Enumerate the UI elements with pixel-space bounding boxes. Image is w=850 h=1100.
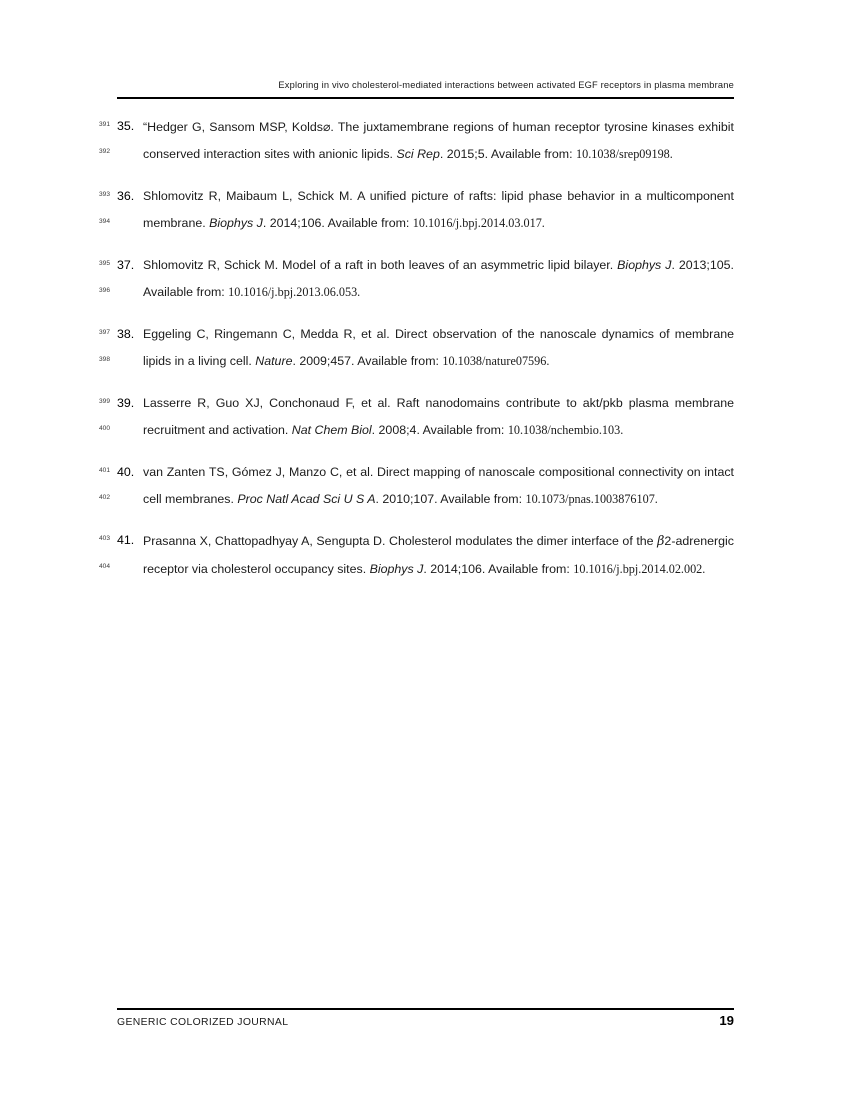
line-number: 400 bbox=[98, 424, 110, 432]
line-number: 402 bbox=[98, 493, 110, 501]
reference-text-run: 2-adrenergic receptor via cholesterol occupancy sites. bbox=[143, 534, 734, 576]
reference-entry bbox=[117, 459, 734, 513]
reference-text-run: . 2015;5. Available from: bbox=[439, 147, 576, 162]
running-header-title: Exploring in vivo cholesterol-mediated interactions between activated EGF receptors in plasma membrane bbox=[278, 80, 734, 90]
line-number: 397 bbox=[98, 328, 110, 336]
reference-entry bbox=[117, 183, 734, 237]
reference-number: 35. bbox=[117, 119, 135, 133]
line-number: 395 bbox=[98, 259, 110, 267]
reference-number: 39. bbox=[117, 395, 135, 410]
doi-text: 10.1038/nature07596. bbox=[442, 353, 550, 368]
journal-title-italic: Sci Rep bbox=[396, 147, 440, 162]
reference-entry bbox=[117, 321, 734, 375]
journal-title-italic: Nature bbox=[255, 353, 293, 368]
reference-text bbox=[117, 113, 734, 168]
reference-text bbox=[117, 252, 734, 306]
line-number: 394 bbox=[98, 218, 110, 226]
reference-text-run: Eggeling C, Ringemann C, Medda R, et al. Direct observation of the nanoscale dynamics of membrane lipids in a living cell. bbox=[143, 326, 734, 368]
journal-title-italic: Proc Natl Acad Sci U S A bbox=[237, 491, 376, 506]
reference-text-run: Prasanna X, Chattopadhyay A, Sengupta D. Cholesterol modulates the dimer interface of the bbox=[143, 534, 658, 549]
reference-text-run: . 2009;457. Available from: bbox=[292, 353, 443, 368]
reference-text-run: Lasserre R, Guo XJ, Conchonaud F, et al. Raft nanodomains contribute to akt/pkb plasma membrane recruitment and activation. bbox=[143, 395, 734, 437]
slashed-o-symbol: ⌀ bbox=[322, 119, 331, 134]
page-footer bbox=[117, 1013, 734, 1028]
journal-title-italic: Nat Chem Biol bbox=[291, 422, 372, 437]
reference-entry bbox=[117, 527, 734, 582]
reference-text-run: . 2014;106. Available from: bbox=[423, 561, 574, 576]
reference-text bbox=[117, 321, 734, 375]
reference-entry bbox=[117, 390, 734, 444]
reference-number: 38. bbox=[117, 326, 135, 341]
line-number: 393 bbox=[98, 190, 110, 198]
page-number: 19 bbox=[719, 1013, 734, 1028]
journal-name: GENERIC COLORIZED JOURNAL bbox=[117, 1017, 289, 1028]
header-divider-rule bbox=[117, 97, 734, 99]
reference-text-run: Shlomovitz R, Maibaum L, Schick M. A unified picture of rafts: lipid phase behavior in a multicomponent membrane. bbox=[143, 188, 734, 231]
line-number: 403 bbox=[98, 535, 110, 543]
footer-divider-rule bbox=[117, 1008, 734, 1010]
reference-text-run: . 2008;4. Available from: bbox=[371, 422, 508, 437]
line-number: 391 bbox=[98, 121, 110, 128]
reference-text-run: . 2013;105. Available from: bbox=[143, 257, 734, 300]
doi-text: 10.1016/j.bpj.2013.06.053. bbox=[228, 285, 361, 300]
reference-text bbox=[117, 390, 734, 444]
reference-list bbox=[117, 113, 734, 597]
reference-number: 40. bbox=[117, 464, 135, 479]
reference-text bbox=[117, 183, 734, 237]
journal-title-italic: Biophys J bbox=[369, 561, 424, 576]
line-number: 404 bbox=[98, 562, 110, 570]
reference-entry bbox=[117, 113, 734, 168]
reference-text bbox=[117, 527, 734, 582]
reference-text-run: . 2010;107. Available from: bbox=[375, 491, 526, 506]
reference-number: 37. bbox=[117, 257, 135, 272]
reference-text-run: . 2014;106. Available from: bbox=[262, 216, 413, 231]
reference-text-run: “Hedger G, Sansom MSP, Kolds bbox=[143, 120, 323, 134]
reference-text bbox=[117, 459, 734, 513]
line-number: 399 bbox=[98, 397, 110, 405]
reference-entry bbox=[117, 252, 734, 306]
journal-title-italic: Biophys J bbox=[209, 216, 263, 231]
doi-text: 10.1016/j.bpj.2014.03.017. bbox=[412, 216, 545, 231]
reference-text-run: van Zanten TS, Gómez J, Manzo C, et al. Direct mapping of nanoscale compositional connectivity on intact cell membranes. bbox=[143, 464, 734, 506]
doi-text: 10.1016/j.bpj.2014.02.002. bbox=[573, 561, 706, 576]
reference-number: 41. bbox=[117, 533, 135, 548]
line-number: 396 bbox=[98, 287, 110, 294]
beta-symbol: β bbox=[657, 533, 665, 549]
doi-text: 10.1073/pnas.1003876107. bbox=[525, 491, 658, 506]
reference-text-run: . The juxtamembrane regions of human receptor tyrosine kinases exhibit conserved interaction sites with anionic lipids. bbox=[143, 120, 735, 162]
line-number: 392 bbox=[98, 148, 110, 156]
reference-number: 36. bbox=[117, 188, 135, 203]
doi-text: 10.1038/srep09198. bbox=[576, 147, 673, 162]
reference-text-run: Shlomovitz R, Schick M. Model of a raft in both leaves of an asymmetric lipid bilayer. bbox=[143, 257, 618, 272]
doi-text: 10.1038/nchembio.103. bbox=[507, 422, 624, 437]
journal-title-italic: Biophys J bbox=[617, 257, 672, 272]
line-number: 401 bbox=[98, 466, 110, 474]
line-number: 398 bbox=[98, 355, 110, 363]
